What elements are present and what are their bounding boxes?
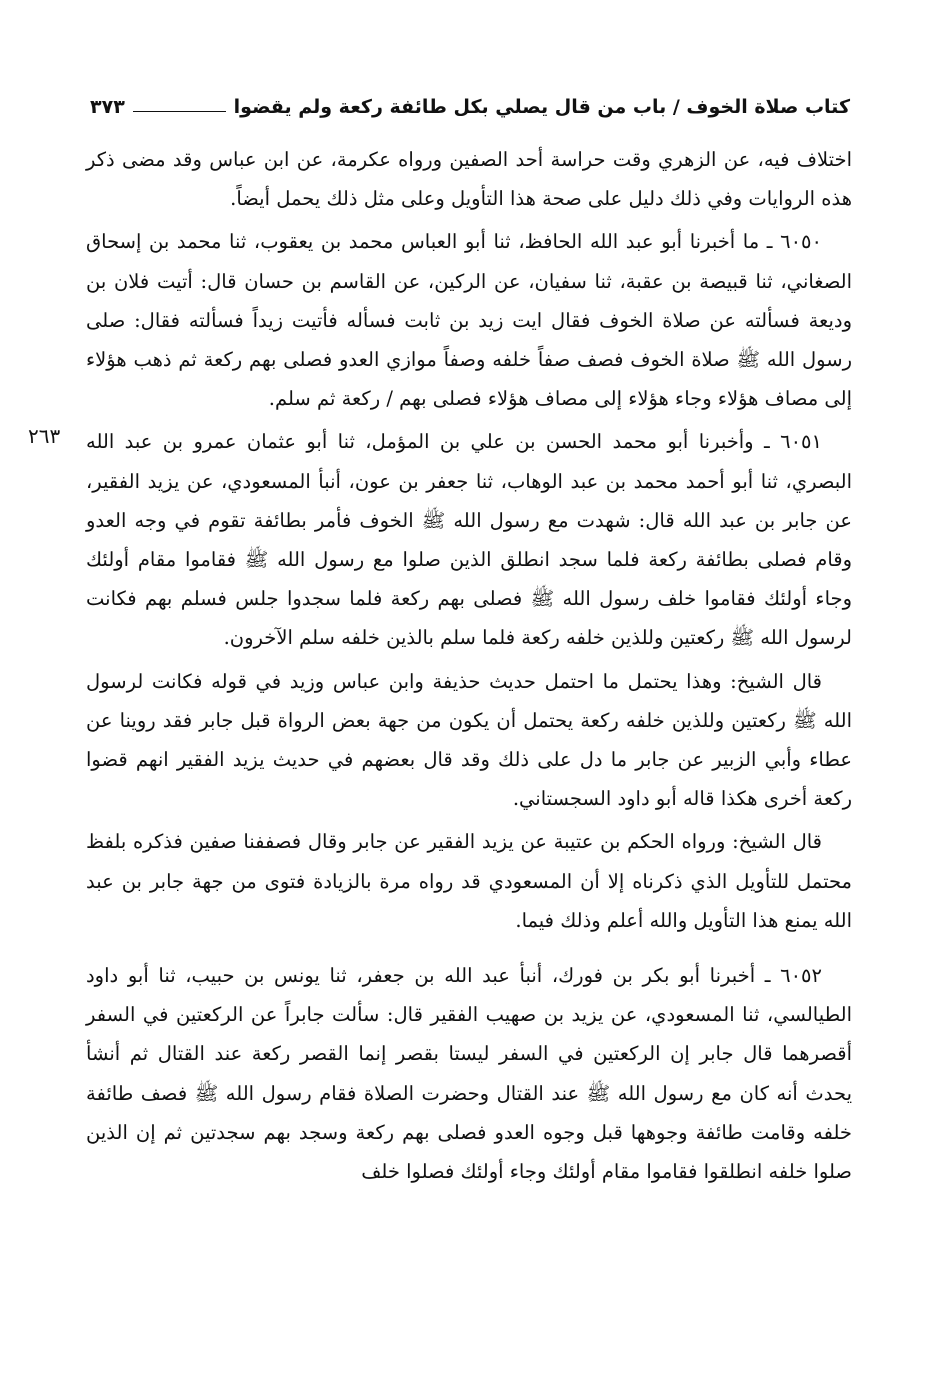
hadith-6050: ٦٠٥٠ ـ ما أخبرنا أبو عبد الله الحافظ، ثنا أبو العباس محمد بن يعقوب، ثنا محمد بن إسحاق الصغاني، ثنا قبيصة بن عقبة، ثنا سفيان، عن الركين، عن القاسم بن حسان قال: أتيت فلان بن وديعة فسألته عن صلاة الخوف فقال ايت زيد بن ثابت فسأله فأتيت زيداً فسألته فقال: صلى رسول الله ﷺ صلاة الخوف فصف صفاً خلفه وصفاً موازي العدو فصلى بهم ركعة ثم ذهب هؤلاء إلى مصاف هؤلاء وجاء هؤلاء إلى مصاف هؤلاء فصلى بهم / ركعة ثم سلم. bbox=[86, 230, 852, 411]
hadith-6052: ٦٠٥٢ ـ أخبرنا أبو بكر بن فورك، أنبأ عبد الله بن جعفر، ثنا يونس بن حبيب، ثنا أبو داود الطيالسي، ثنا المسعودي، عن يزيد بن صهيب الفقير قال: سألت جابراً عن الركعتين في السفر أقصرهما قال جابر إن الركعتين في السفر ليستا بقصر إنما القصر ركعة عند القتال ثم أنشأ يحدث أنه كان مع رسول الله ﷺ عند القتال وحضرت الصلاة فقام رسول الله ﷺ فصف طائفة خلفه وقامت طائفة وجوهها قبل وجوه العدو فصلى بهم ركعة وسجد بهم سجدتين ثم إن الذين صلوا خلفه انطلقوا فقاموا مقام أولئك وجاء أولئك فصلوا خلف bbox=[86, 964, 852, 1184]
paragraph-continuation: اختلاف فيه، عن الزهري وقت حراسة أحد الصفين ورواه عكرمة، عن ابن عباس وقد مضى ذكر هذه الروايات وفي ذلك دليل على صحة هذا التأويل وعلى مثل ذلك يحمل أيضاً. bbox=[86, 148, 852, 211]
body-text bbox=[86, 140, 852, 1191]
hadith-6051: ٦٠٥١ ـ وأخبرنا أبو محمد الحسن بن علي بن المؤمل، ثنا أبو عثمان عمرو بن عبد الله البصري، ثنا أبو أحمد محمد بن عبد الوهاب، ثنا جعفر بن عون، أنبأ المسعودي، عن يزيد الفقير، عن جابر بن عبد الله قال: شهدت مع رسول الله ﷺ الخوف فأمر بطائفة تقوم في وجه العدو وقام فصلى بطائفة ركعة فلما سجد انطلق الذين صلوا مع رسول الله ﷺ فقاموا مقام أولئك وجاء أولئك فقاموا خلف رسول الله ﷺ فصلى بهم ركعة فلما سجدوا جلس فسلم بهم فكانت لرسول الله ﷺ ركعتين وللذين خلفه ركعة فلما سلم بالذين خلفه سلم الآخرون. bbox=[86, 430, 852, 650]
header-rule bbox=[133, 111, 226, 112]
header-title: كتاب صلاة الخوف / باب من قال يصلي بكل طائفة ركعة ولم يقضوا bbox=[233, 96, 850, 118]
page-number: ٣٧٣ bbox=[90, 96, 125, 118]
running-header bbox=[90, 88, 850, 118]
shaykh-comment-2: قال الشيخ: ورواه الحكم بن عتيبة عن يزيد الفقير عن جابر وقال فصففنا صفين فذكره بلفظ محتمل للتأويل الذي ذكرناه إلا أن المسعودي قد رواه مرة بالزيادة فتوى من جهة جابر بن عبد الله يمنع هذا التأويل والله أعلم وذلك فيما. bbox=[86, 830, 852, 932]
shaykh-comment-1: قال الشيخ: وهذا يحتمل ما احتمل حديث حذيفة وابن عباس وزيد في قوله فكانت لرسول الله ﷺ ركعتين وللذين خلفه ركعة يحتمل أن يكون من جهة بعض الرواة قبل جابر فقد روينا عن عطاء وأبي الزبير عن جابر ما دل على ذلك وقد قال بعضهم في حديث يزيد الفقير انهم قضوا ركعة أخرى هكذا قاله أبو داود السجستاني. bbox=[86, 669, 852, 811]
margin-page-reference: ٢٦٣ bbox=[28, 424, 61, 448]
